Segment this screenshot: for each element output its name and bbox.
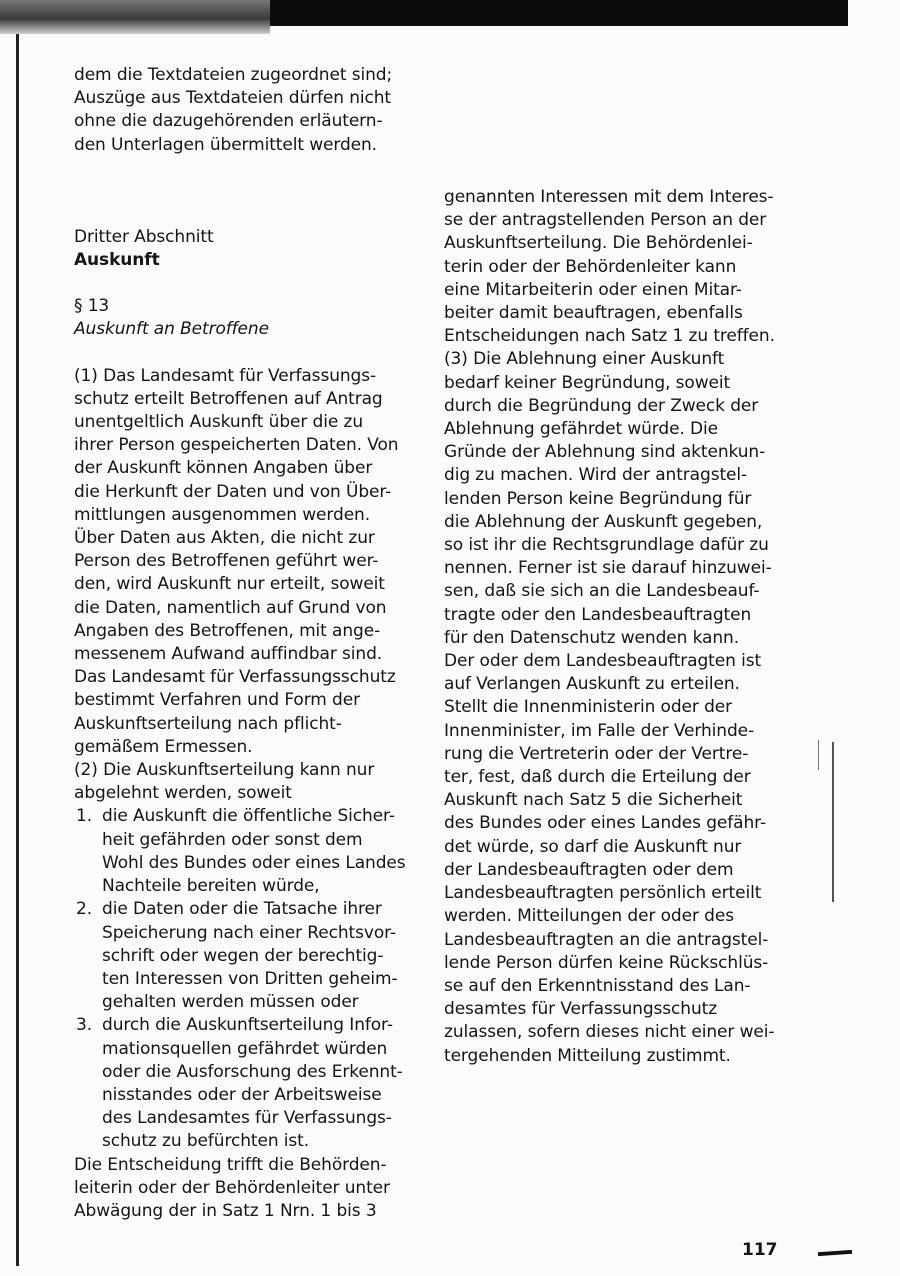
text-line: gemäßem Ermessen. — [74, 736, 253, 757]
text-line: Innenminister, im Falle der Verhinde- — [444, 720, 755, 741]
text-line: so ist ihr die Rechtsgrundlage dafür zu — [444, 535, 769, 556]
text-line: Person des Betroffenen geführt wer- — [74, 551, 379, 572]
paragraph-title: Auskunft an Betroffene — [74, 319, 269, 340]
text-line: Landesbeauftragten an die antragstel- — [444, 929, 769, 950]
text-line: gehalten werden müssen oder — [102, 992, 359, 1013]
text-line: ihrer Person gespeicherten Daten. Von — [74, 435, 399, 456]
text-line: terin oder der Behördenleiter kann — [444, 256, 737, 277]
text-line: beiter damit beauftragen, ebenfalls — [444, 303, 743, 324]
section-title: Auskunft — [74, 250, 160, 271]
text-line: desamtes für Verfassungsschutz — [444, 999, 718, 1020]
text-line: des Bundes oder eines Landes gefähr- — [444, 813, 766, 834]
text-line: se auf den Erkenntnisstand des Lan- — [444, 975, 751, 996]
list-item-number: 3. — [76, 1015, 93, 1036]
text-line: rung die Vertreterin oder der Vertre- — [444, 743, 749, 764]
text-line: Nachteile bereiten würde, — [102, 876, 320, 897]
text-line: (1) Das Landesamt für Verfassungs- — [74, 365, 377, 386]
text-line: Angaben des Betroffenen, mit ange- — [74, 620, 381, 641]
text-line: Landesbeauftragten persönlich erteilt — [444, 883, 762, 904]
text-line: eine Mitarbeiterin oder einen Mitar- — [444, 279, 742, 300]
text-line: (3) Die Ablehnung einer Auskunft — [444, 349, 725, 370]
text-line: nennen. Ferner ist sie darauf hinzuwei- — [444, 558, 772, 579]
text-line: Über Daten aus Akten, die nicht zur — [74, 528, 375, 549]
text-line: bedarf keiner Begründung, soweit — [444, 372, 731, 393]
paragraph-1 — [74, 365, 414, 759]
text-line: zulassen, sofern dieses nicht einer wei- — [444, 1022, 775, 1043]
text-line: Stellt die Innenministerin oder der — [444, 697, 733, 718]
list-item-number: 2. — [76, 899, 93, 920]
text-line: det würde, so darf die Auskunft nur — [444, 836, 742, 857]
text-line: nisstandes oder der Arbeitsweise — [102, 1084, 382, 1105]
text-line: ohne die dazugehörenden erläutern- — [74, 111, 383, 132]
text-line: tragte oder den Landesbeauftragten — [444, 604, 752, 625]
text-line: genannten Interessen mit dem Interes- — [444, 187, 774, 207]
text-line: Speicherung nach einer Rechtsvor- — [102, 922, 396, 943]
text-line: tergehenden Mitteilung zustimmt. — [444, 1045, 731, 1066]
paragraph-number: § 13 — [74, 296, 110, 317]
text-line: Auskunft nach Satz 5 die Sicherheit — [444, 790, 743, 811]
text-line: der Auskunft können Angaben über — [74, 458, 373, 479]
text-line: die Ablehnung der Auskunft gegeben, — [444, 511, 763, 532]
text-line: Wohl des Bundes oder eines Landes — [102, 852, 406, 873]
text-line: durch die Auskunftserteilung Infor- — [102, 1015, 393, 1036]
text-line: mittlungen ausgenommen werden. — [74, 504, 371, 525]
left-column — [74, 64, 414, 1223]
text-line: auf Verlangen Auskunft zu erteilen. — [444, 674, 740, 695]
text-line: die Auskunft die öffentliche Sicher- — [102, 806, 395, 827]
text-line: lenden Person keine Begründung für — [444, 488, 752, 509]
text-line: Der oder dem Landesbeauftragten ist — [444, 651, 762, 672]
text-line: sen, daß sie sich an die Landesbeauf- — [444, 581, 760, 602]
text-line: Die Entscheidung trifft die Behörden- — [74, 1154, 387, 1175]
text-line: den Unterlagen übermittelt werden. — [74, 134, 377, 155]
text-line: den, wird Auskunft nur erteilt, soweit — [74, 574, 385, 595]
text-line: Gründe der Ablehnung sind aktenkun- — [444, 442, 766, 463]
text-line: leiterin oder der Behördenleiter unter — [74, 1177, 390, 1198]
intro-paragraph — [74, 64, 414, 157]
section-label: Dritter Abschnitt — [74, 226, 214, 247]
text-line: durch die Begründung der Zweck der — [444, 395, 759, 416]
list-item — [74, 1014, 414, 1153]
text-line: Auszüge aus Textdateien dürfen nicht — [74, 88, 392, 109]
text-line: heit gefährden oder sonst dem — [102, 829, 363, 850]
text-line: messenem Aufwand auffindbar sind. — [74, 644, 383, 665]
text-line: die Herkunft der Daten und von Über- — [74, 481, 392, 502]
text-line: für den Datenschutz wenden kann. — [444, 627, 740, 648]
page-number: 117 — [742, 1240, 778, 1260]
list-item — [74, 898, 414, 1014]
right-column — [444, 186, 779, 1068]
text-line: abgelehnt werden, soweit — [74, 783, 292, 804]
list-item-number: 1. — [76, 806, 93, 827]
text-line: der Landesbeauftragten oder dem — [444, 859, 734, 880]
text-line: mationsquellen gefährdet würden — [102, 1038, 388, 1059]
text-line: die Daten, namentlich auf Grund von — [74, 597, 387, 618]
text-line: unentgeltlich Auskunft über die zu — [74, 412, 364, 433]
scan-right-mark-thin — [818, 740, 819, 770]
text-line: Das Landesamt für Verfassungsschutz — [74, 667, 396, 688]
text-line: schrift oder wegen der berechtig- — [102, 945, 384, 966]
closing-paragraph — [74, 1154, 414, 1224]
paragraph-2 — [74, 759, 414, 805]
text-line: dem die Textdateien zugeordnet sind; — [74, 65, 393, 85]
text-line: oder die Ausforschung des Erkennt- — [102, 1061, 403, 1082]
text-line: Auskunftserteilung. Die Behördenlei- — [444, 233, 753, 254]
text-line: werden. Mitteilungen der oder des — [444, 906, 734, 927]
text-line: dig zu machen. Wird der antragstel- — [444, 465, 748, 486]
scan-right-mark — [832, 742, 834, 902]
text-line: se der antragstellenden Person an der — [444, 210, 767, 231]
page-number-dash — [818, 1250, 852, 1256]
text-line: (2) Die Auskunftserteilung kann nur — [74, 760, 375, 781]
scan-left-edge — [16, 34, 19, 1266]
text-line: ter, fest, daß durch die Erteilung der — [444, 767, 751, 788]
text-line: Auskunftserteilung nach pflicht- — [74, 713, 342, 734]
text-line: schutz zu befürchten ist. — [102, 1131, 310, 1152]
text-line: schutz erteilt Betroffenen auf Antrag — [74, 388, 383, 409]
text-line: lende Person dürfen keine Rückschlüs- — [444, 952, 769, 973]
scan-top-border-left — [0, 0, 270, 34]
text-line: bestimmt Verfahren und Form der — [74, 690, 360, 711]
text-line: die Daten oder die Tatsache ihrer — [102, 899, 382, 920]
text-line: Abwägung der in Satz 1 Nrn. 1 bis 3 — [74, 1200, 377, 1221]
list-item — [74, 805, 414, 898]
text-line: Entscheidungen nach Satz 1 zu treffen. — [444, 326, 775, 347]
text-line: des Landesamtes für Verfassungs- — [102, 1108, 392, 1129]
text-line: Ablehnung gefährdet würde. Die — [444, 419, 719, 440]
text-line: ten Interessen von Dritten geheim- — [102, 968, 398, 989]
